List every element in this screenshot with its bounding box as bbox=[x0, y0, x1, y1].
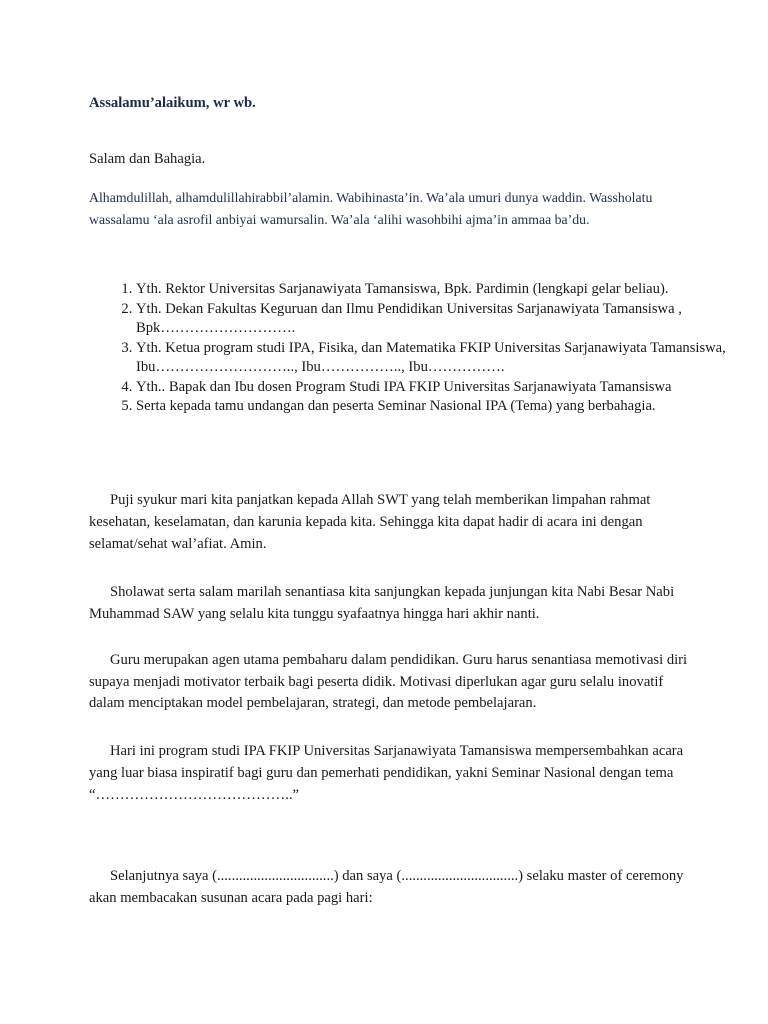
list-item: 3. Yth. Ketua program studi IPA, Fisika, dan Matematika FKIP Universitas Sarjanawiyata Tamansiswa, Ibu……………………….., Ibu…………….., Ibu……………. bbox=[136, 339, 736, 378]
paragraph-guru: Guru merupakan agen utama pembaharu dalam pendidikan. Guru harus senantiasa memotivasi diri supaya menjadi motivator terbaik bagi peserta didik. Motivasi diperlukan agar guru selalu inovatif dalam menciptakan model pembelajaran, strategi, dan metode pembelajaran. bbox=[89, 652, 688, 711]
salam-line: Salam dan Bahagia. bbox=[89, 151, 206, 167]
paragraph-hari-ini: Hari ini program studi IPA FKIP Universitas Sarjanawiyata Tamansiswa mempersembahkan acara yang luar biasa inspiratif bagi guru dan pemerhati pendidikan, yakni Seminar Nasional dengan tema “…………………………………..” bbox=[89, 743, 684, 803]
opening-prayer: Alhamdulillah, alhamdulillahirabbil’alamin. Wabihinasta’in. Wa’ala umuri dunya waddin. Wassholatu wassalamu ‘ala asrofil anbiyai wamursalin. Wa’ala ‘alihi wasohbihi ajma’in ammaa ba’du. bbox=[89, 190, 653, 227]
greeting: Assalamu’alaikum, wr wb. bbox=[89, 95, 256, 111]
salutation-list bbox=[89, 280, 736, 417]
list-item: 5. Serta kepada tamu undangan dan peserta Seminar Nasional IPA (Tema) yang berbahagia. bbox=[136, 397, 736, 417]
paragraph-puji: Puji syukur mari kita panjatkan kepada Allah SWT yang telah memberikan limpahan rahmat kesehatan, keselamatan, dan karunia kepada kita. Sehingga kita dapat hadir di acara ini dengan selamat/sehat wal’afiat. Amin. bbox=[89, 492, 651, 552]
list-item: 4. Yth.. Bapak dan Ibu dosen Program Studi IPA FKIP Universitas Sarjanawiyata Tamansiswa bbox=[136, 378, 736, 398]
list-item: 1. Yth. Rektor Universitas Sarjanawiyata Tamansiswa, Bpk. Pardimin (lengkapi gelar beliau). bbox=[136, 280, 736, 300]
paragraph-sholawat: Sholawat serta salam marilah senantiasa kita sanjungkan kepada junjungan kita Nabi Besar Nabi Muhammad SAW yang selalu kita tunggu syafaatnya hingga hari akhir nanti. bbox=[89, 584, 675, 622]
paragraph-selanjutnya: Selanjutnya saya (................................) dan saya (................................) selaku master of ceremony akan membacakan susunan acara pada pagi hari: bbox=[89, 868, 684, 906]
list-item: 2. Yth. Dekan Fakultas Keguruan dan Ilmu Pendidikan Universitas Sarjanawiyata Tamansiswa , Bpk………………………. bbox=[136, 300, 736, 339]
